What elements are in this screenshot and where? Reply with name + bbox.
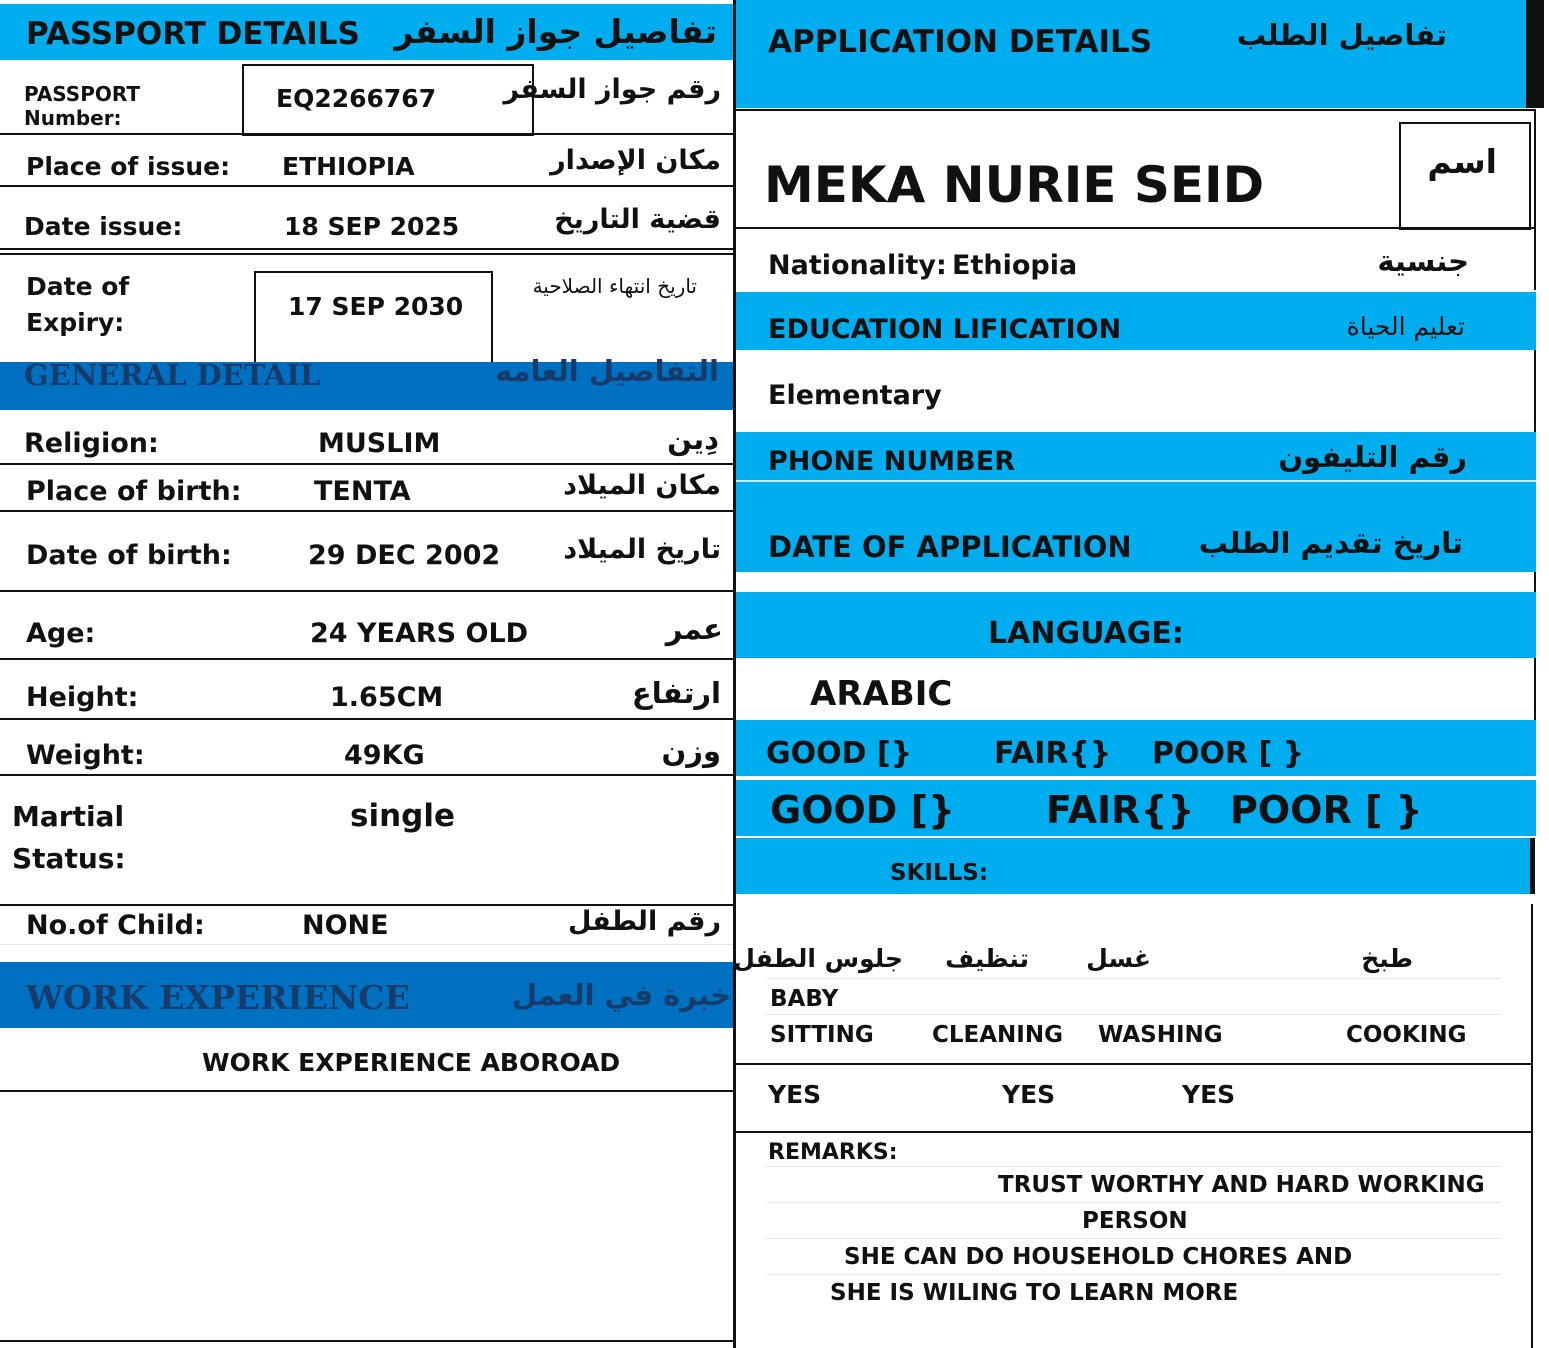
divider bbox=[736, 109, 1536, 111]
age-label: Age: bbox=[26, 618, 96, 649]
nationality-ar: جنسية bbox=[1377, 244, 1469, 278]
doa-ar: تاريخ تقديم الطلب bbox=[1198, 526, 1463, 560]
weight-value: 49KG bbox=[344, 740, 425, 771]
remarks-label: REMARKS: bbox=[768, 1140, 898, 1165]
remarks-line-2: PERSON bbox=[1082, 1208, 1188, 1234]
skill-washing-en: WASHING bbox=[1098, 1022, 1223, 1048]
height-value: 1.65CM bbox=[330, 682, 444, 713]
skill-baby-ar: جلوس الطفل bbox=[733, 944, 903, 973]
dob-ar: تاريخ الميلاد bbox=[563, 534, 721, 565]
divider bbox=[0, 463, 734, 465]
divider bbox=[736, 1131, 1532, 1133]
passport-header-en: PASSPORT DETAILS bbox=[26, 16, 360, 52]
passport-number-ar: رقم جواز السفر bbox=[503, 74, 721, 105]
divider bbox=[0, 133, 734, 135]
marital-label: Martial bbox=[12, 800, 125, 833]
work-header-ar: خبرة في العمل bbox=[512, 978, 731, 1012]
skills-header-bar bbox=[736, 838, 1532, 894]
work-header-en: WORK EXPERIENCE bbox=[26, 978, 410, 1017]
work-abroad-label: WORK EXPERIENCE ABOROAD bbox=[202, 1048, 621, 1077]
header-edge bbox=[1526, 0, 1544, 108]
skill-cleaning-en: CLEANING bbox=[932, 1022, 1063, 1048]
child-label: No.of Child: bbox=[26, 910, 205, 941]
expiry-ar: تاريخ انتهاء الصلاحية bbox=[532, 274, 697, 298]
divider bbox=[0, 774, 734, 776]
right-edge bbox=[1534, 658, 1536, 720]
divider bbox=[0, 185, 734, 187]
date-issue-ar: قضية التاريخ bbox=[554, 204, 721, 235]
application-header-ar: تفاصيل الطلب bbox=[1236, 18, 1447, 52]
passport-number-label: PASSPORT bbox=[24, 82, 141, 106]
nationality-value: Ethiopia bbox=[952, 250, 1078, 281]
skill-yes-1: YES bbox=[768, 1080, 822, 1109]
birthplace-value: TENTA bbox=[314, 476, 411, 507]
child-ar: رقم الطفل bbox=[567, 906, 721, 937]
passport-header-ar: تفاصيل جواز السفر bbox=[394, 12, 717, 51]
divider bbox=[736, 480, 1536, 482]
weight-ar: وزن bbox=[661, 734, 721, 768]
divider bbox=[766, 1166, 1500, 1167]
skills-edge bbox=[1530, 838, 1535, 894]
height-ar: ارتفاع bbox=[631, 676, 721, 710]
right-edge bbox=[1534, 110, 1536, 290]
remarks-line-4: SHE IS WILING TO LEARN MORE bbox=[830, 1280, 1239, 1306]
skills-header: SKILLS: bbox=[890, 860, 989, 886]
birthplace-label: Place of birth: bbox=[26, 476, 242, 507]
rating2-fair: FAIR{} bbox=[1046, 788, 1195, 832]
remarks-line-3: SHE CAN DO HOUSEHOLD CHORES AND bbox=[844, 1244, 1353, 1270]
divider bbox=[766, 1238, 1500, 1239]
skill-cleaning-ar: تنظيف bbox=[945, 944, 1029, 973]
date-issue-label: Date issue: bbox=[24, 212, 183, 241]
birthplace-ar: مكان الميلاد bbox=[563, 470, 721, 501]
doa-header: DATE OF APPLICATION bbox=[768, 530, 1132, 564]
divider bbox=[0, 590, 734, 592]
divider bbox=[0, 1090, 734, 1092]
rating2-good: GOOD [} bbox=[770, 788, 955, 832]
divider bbox=[736, 1063, 1532, 1065]
passport-number-label-2: Number: bbox=[24, 106, 122, 130]
passport-number-value: EQ2266767 bbox=[276, 84, 437, 113]
place-of-issue-ar: مكان الإصدار bbox=[550, 145, 721, 176]
expiry-label: Date of bbox=[26, 272, 130, 301]
age-value: 24 YEARS OLD bbox=[310, 618, 529, 649]
place-of-issue-label: Place of issue: bbox=[26, 152, 231, 181]
marital-value: single bbox=[350, 798, 455, 834]
skill-cooking-en: COOKING bbox=[1346, 1022, 1467, 1048]
divider bbox=[766, 978, 1500, 979]
skill-washing-ar: غسل bbox=[1086, 944, 1151, 973]
dob-label: Date of birth: bbox=[26, 540, 232, 571]
right-edge bbox=[1534, 572, 1536, 592]
education-ar: تعليم الحياة bbox=[1346, 312, 1465, 341]
divider bbox=[0, 658, 734, 660]
weight-label: Weight: bbox=[26, 740, 145, 771]
phone-ar: رقم التليفون bbox=[1278, 440, 1467, 474]
name-ar: اسم bbox=[1427, 142, 1497, 181]
skill-cooking-ar: طبخ bbox=[1361, 944, 1413, 973]
nationality-label: Nationality: bbox=[768, 250, 947, 281]
skill-baby-en-1: BABY bbox=[770, 986, 839, 1012]
language-value: ARABIC bbox=[810, 674, 953, 714]
expiry-label-2: Expiry: bbox=[26, 308, 125, 337]
dob-value: 29 DEC 2002 bbox=[308, 540, 501, 571]
age-ar: عمر bbox=[665, 612, 723, 646]
divider bbox=[0, 510, 734, 512]
divider bbox=[0, 1340, 734, 1342]
remarks-line-1: TRUST WORTHY AND HARD WORKING bbox=[998, 1172, 1485, 1198]
rating1-fair: FAIR{} bbox=[994, 736, 1112, 771]
divider bbox=[766, 1274, 1500, 1275]
divider bbox=[0, 253, 734, 255]
education-header: EDUCATION LIFICATION bbox=[768, 314, 1122, 345]
divider bbox=[736, 227, 1536, 229]
place-of-issue-value: ETHIOPIA bbox=[282, 152, 415, 181]
child-value: NONE bbox=[302, 910, 389, 941]
applicant-name: MEKA NURIE SEID bbox=[764, 156, 1265, 214]
divider bbox=[766, 1014, 1500, 1015]
divider bbox=[0, 944, 734, 945]
column-divider bbox=[733, 0, 736, 1348]
rating1-good: GOOD [} bbox=[766, 736, 913, 771]
general-header-en: GENERAL DETAIL bbox=[24, 358, 321, 392]
general-header-ar: التفاصيل العامه bbox=[495, 354, 719, 388]
skill-baby-en-2: SITTING bbox=[770, 1022, 874, 1048]
religion-ar: دِين bbox=[667, 422, 719, 456]
skill-yes-2: YES bbox=[1002, 1080, 1056, 1109]
date-issue-value: 18 SEP 2025 bbox=[284, 212, 460, 241]
right-edge bbox=[1531, 904, 1533, 1348]
expiry-value: 17 SEP 2030 bbox=[288, 292, 464, 321]
language-header: LANGUAGE: bbox=[988, 616, 1184, 651]
religion-label: Religion: bbox=[24, 428, 159, 459]
marital-label-2: Status: bbox=[12, 842, 126, 875]
skill-yes-3: YES bbox=[1182, 1080, 1236, 1109]
application-header-en: APPLICATION DETAILS bbox=[768, 24, 1153, 60]
religion-value: MUSLIM bbox=[318, 428, 441, 459]
rating1-poor: POOR [ } bbox=[1152, 736, 1305, 771]
height-label: Height: bbox=[26, 682, 139, 713]
right-edge bbox=[1534, 350, 1536, 432]
phone-header: PHONE NUMBER bbox=[768, 446, 1015, 477]
education-value: Elementary bbox=[768, 380, 942, 411]
divider bbox=[0, 718, 734, 720]
rating2-poor: POOR [ } bbox=[1230, 788, 1423, 832]
divider bbox=[0, 248, 734, 250]
divider bbox=[766, 1202, 1500, 1203]
